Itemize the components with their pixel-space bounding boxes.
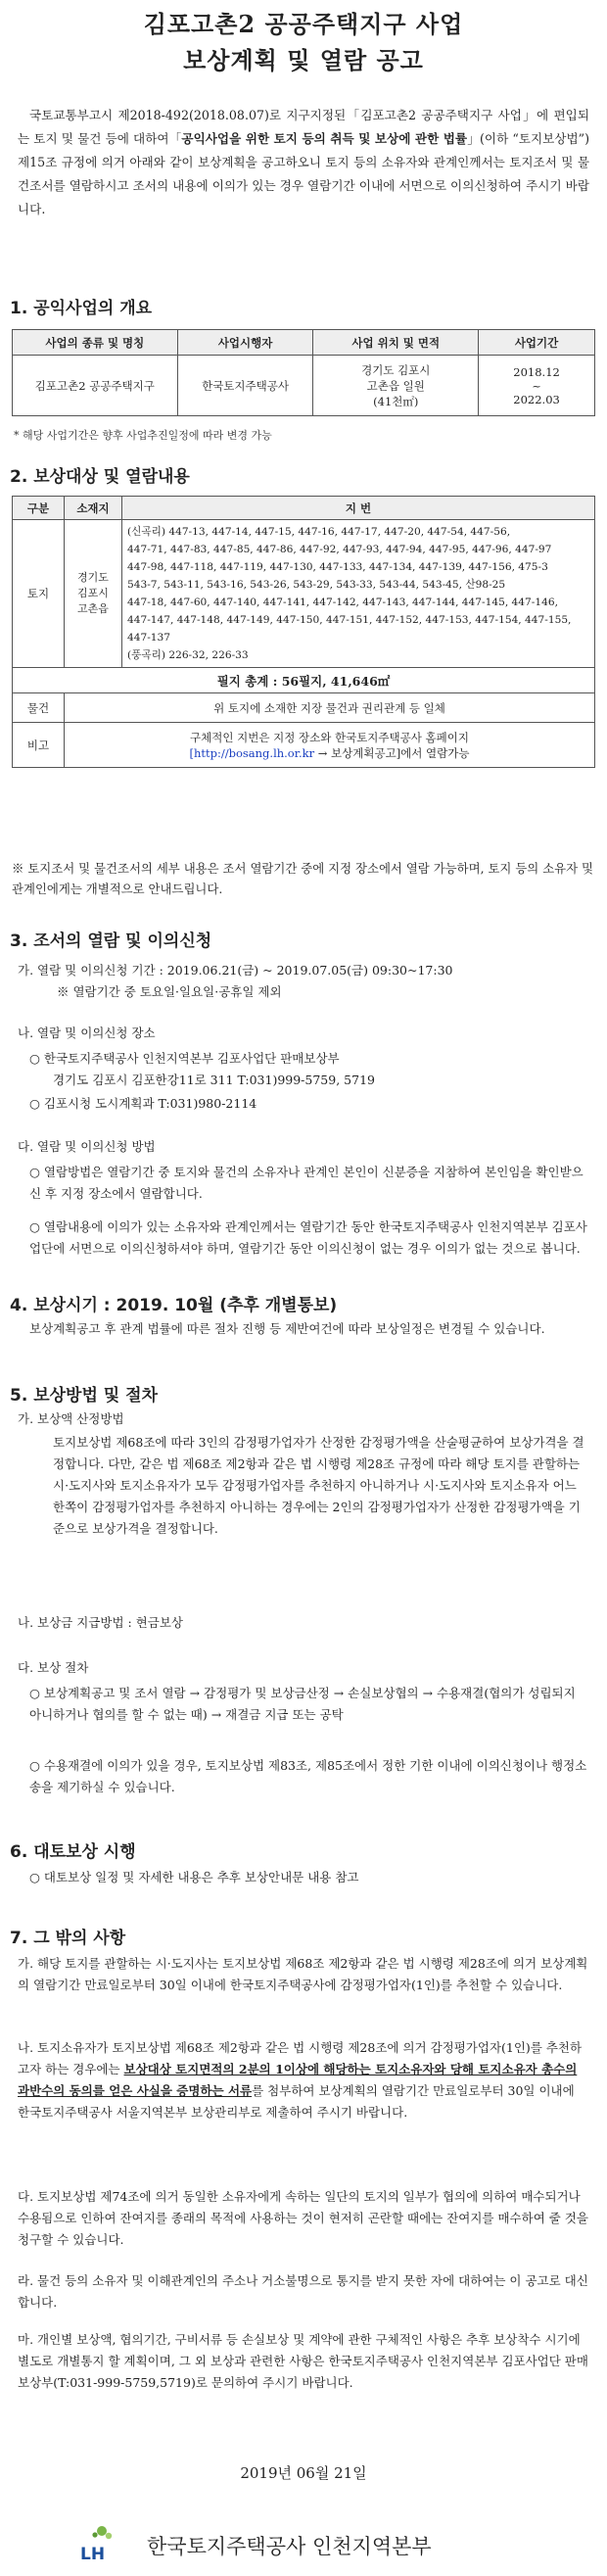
lot-line: (풍곡리) 226-32, 226-33 [127, 649, 249, 661]
s7-a: 가. 해당 토지를 관할하는 시·도지사는 토지보상법 제68조 제2항과 같은 법 시행령 제28조에 의거 보상계획의 열람기간 만료일로부터 30일 이내에 한국토지주택공사에 감정평가업자(1인)를 추천할 수 있습니다. [18, 1956, 588, 1992]
kind-note: 비고 [13, 723, 65, 768]
section-3-heading: 3. 조서의 열람 및 이의신청 [10, 931, 212, 951]
notice-date: 2019년 06월 21일 [240, 2464, 367, 2482]
intro-law-name: 공익사업을 위한 토지 등의 취득 및 보상에 관한 법률 [181, 131, 468, 147]
intro-text-2: 」(이하 “토지보상법”) 제15조 규정에 의거 아래와 같이 보상계획을 공고하오니 토지 등의 소유자와 관계인께서는 토지조서 및 물건조서를 열람하시고 조서의 내용에 이의가 있는 경우 열람기간 이내에 서면으로 이의신청하여 주시기 바랍니다. [18, 131, 589, 217]
section-2-heading: 2. 보상대상 및 열람내용 [10, 467, 190, 487]
loc-line-1: 경기도 [77, 571, 109, 584]
table-footnote: ※ 토지조서 및 물건조서의 세부 내용은 조서 열람기간 중에 지정 장소에서 열람 가능하며, 토지 등의 소유자 및 관계인에게는 개별적으로 안내드립니다. [12, 861, 594, 896]
s3-period: 가. 열람 및 이의신청 기간 : 2019.06.21(금) ~ 2019.07.05(금) 09:30~17:30 [18, 963, 453, 978]
lh-logo-text: LH [80, 2545, 106, 2564]
lot-total: 필지 총계 : 56필지, 41,646㎡ [13, 668, 595, 693]
col-header-period: 사업기간 [479, 330, 595, 356]
s7-b-post: 를 첨부하여 보상계획의 열람기간 만료일로부터 30일 이내에 한국토지주택공사 서울지역본부 보상관리부로 제출하여 주시기 바랍니다. [18, 2083, 575, 2120]
lot-line: 543-7, 543-11, 543-16, 543-26, 543-29, 543-33, 543-44, 543-45, 산98-25 [127, 579, 506, 591]
s3-period-note: ※ 열람기간 중 토요일·일요일·공휴일 제외 [57, 984, 282, 999]
location-cell [65, 520, 122, 668]
note-line-1: 구체적인 지번은 지정 장소와 한국토지주택공사 홈페이지 [190, 730, 469, 744]
project-overview-table [12, 329, 595, 416]
bosang-link[interactable]: [http://bosang.lh.or.kr [189, 745, 315, 760]
s7-b [18, 2037, 589, 2123]
s3-place-heading: 나. 열람 및 이의신청 장소 [18, 1026, 156, 1040]
section-5-heading: 5. 보상방법 및 절차 [10, 1386, 158, 1406]
note-line-2-rest: → 보상계획공고]에서 열람가능 [314, 745, 470, 760]
s5-c-2: ○ 수용재결에 이의가 있을 경우, 토지보상법 제83조, 제85조에서 정한 기한 이내에 이의신청이나 행정소송을 제기하실 수 있습니다. [29, 1758, 587, 1794]
s5-a-text: 토지보상법 제68조에 따라 3인의 감정평가업자가 산정한 감정평가액을 산술평균하여 보상가격을 결정합니다. 다만, 같은 법 제68조 제2항과 같은 법 시행령 제28조 규정에 따라 해당 토지를 관할하는 시·도지사와 토지소유자가 모두 감정평가업자를 추천하지 아니하거나 시·도지사와 토지소유자 어느 한쪽이 감정평가업자를 추천하지 아니하는 경우에는 2인의 감정평가업자가 산정한 감정평가액을 기준으로 보상가격을 결정합니다. [53, 1435, 584, 1536]
title-line-2: 보상계획 및 열람 공고 [183, 46, 424, 75]
s5-c-1: ○ 보상계획공고 및 조서 열람 → 감정평가 및 보상금산정 → 손실보상협의 → 수용재결(협의가 성립되지 아니하거나 협의를 할 수 없는 때) → 재결금 지급 또는 공탁 [29, 1686, 576, 1722]
s5-b: 나. 보상금 지급방법 : 현금보상 [18, 1615, 183, 1630]
period-note: * 해당 사업기간은 향후 사업추진일정에 따라 변경 가능 [14, 429, 272, 442]
cell-operator: 한국토지주택공사 [177, 356, 313, 416]
kind-land: 토지 [13, 520, 65, 668]
lot-line: 447-147, 447-148, 447-149, 447-150, 447-151, 447-152, 447-153, 447-154, 447-155, [127, 614, 572, 626]
lh-logo [82, 2525, 116, 2568]
s7-b-emphasis: 보상대상 토지면적의 2분의 1이상에 해당하는 토지소유자와 당해 토지소유자 총수의 과반수의 동의를 얻은 사실을 증명하는 서류 [18, 2062, 578, 2098]
s7-b-pre: 나. 토지소유자가 토지보상법 제68조 제2항과 같은 법 시행령 제28조에 의거 감정평가업자(1인)를 추천하고자 하는 경우에는 [18, 2040, 583, 2076]
cell-location [313, 356, 479, 416]
goods-desc: 위 토지에 소재한 지장 물건과 권리관계 등 일체 [65, 693, 595, 723]
s7-c: 다. 토지보상법 제74조에 의거 동일한 소유자에게 속하는 일단의 토지의 일부가 협의에 의하여 매수되거나 수용됨으로 인하여 잔여지를 종래의 목적에 사용하는 것이 현저히 곤란할 때에는 잔여지를 매수하여 줄 것을 청구할 수 있습니다. [18, 2189, 588, 2247]
section-7-heading: 7. 그 밖의 사항 [10, 1929, 126, 1948]
lot-line: 447-98, 447-118, 447-119, 447-130, 447-133, 447-134, 447-139, 447-156, 475-3 [127, 561, 548, 573]
s4-text: 보상계획공고 후 관계 법률에 따른 절차 진행 등 제반여건에 따라 보상일정은 변경될 수 있습니다. [29, 1321, 545, 1336]
period-start: 2018.12 [513, 364, 560, 379]
s7-e: 마. 개인별 보상액, 협의기간, 구비서류 등 손실보상 및 계약에 관한 구체적인 사항은 추후 보상착수 시기에 별도로 개별통지 할 계획이며, 그 외 보상과 관련한 사항은 한국토지주택공사 인천지역본부 김포사업단 판매보상부(T:031-999-5759,5719)로 문의하여 주시기 바랍니다. [18, 2332, 588, 2390]
period-sep: ~ [532, 378, 541, 393]
page-title [0, 6, 607, 78]
period-end: 2022.03 [513, 392, 560, 406]
col-header-kind: 구분 [13, 497, 65, 520]
cell-project-name: 김포고촌2 공공주택지구 [13, 356, 178, 416]
compensation-target-table [12, 496, 595, 768]
col-header-loc: 소재지 [65, 497, 122, 520]
s3-place-1: ○ 한국토지주택공사 인천지역본부 김포사업단 판매보상부 [29, 1051, 340, 1066]
section-6-heading: 6. 대토보상 시행 [10, 1842, 136, 1862]
col-header-location: 사업 위치 및 면적 [313, 330, 479, 356]
note-line-2 [69, 745, 590, 761]
section-4-heading: 4. 보상시기 : 2019. 10월 (추후 개별통보) [10, 1296, 338, 1315]
s3-place-2: ○ 김포시청 도시계획과 T:031)980-2114 [29, 1096, 257, 1111]
kind-goods: 물건 [13, 693, 65, 723]
s3-method-1: ○ 열람방법은 열람기간 중 토지와 물건의 소유자나 관계인 본인이 신분증을 지참하여 본인임을 확인받으신 후 지정 장소에서 열람합니다. [29, 1165, 584, 1201]
footer-organization: 한국토지주택공사 인천지역본부 [147, 2535, 432, 2558]
lot-line: 447-18, 447-60, 447-140, 447-141, 447-142, 447-143, 447-144, 447-145, 447-146, [127, 596, 558, 608]
lot-line: 447-71, 447-83, 447-85, 447-86, 447-92, 447-93, 447-94, 447-95, 447-96, 447-97 [127, 544, 552, 555]
lot-line: (신곡리) 447-13, 447-14, 447-15, 447-16, 447-17, 447-20, 447-54, 447-56, [127, 526, 511, 538]
col-header-type: 사업의 종류 및 명칭 [13, 330, 178, 356]
s3-method-2: ○ 열람내용에 이의가 있는 소유자와 관계인께서는 열람기간 동안 한국토지주택공사 인천지역본부 김포사업단에 서면으로 이의신청하셔야 하며, 열람기간 동안 이의신청이 없는 경우 이의가 없는 것으로 봅니다. [29, 1219, 587, 1256]
s3-place-1-addr: 경기도 김포시 김포한강11로 311 T:031)999-5759, 5719 [53, 1073, 375, 1087]
loc-line-3: 고촌읍 [77, 602, 109, 615]
intro-text-1: 국토교통부고시 제2018-492(2018.08.07)로 지구지정된「김포고촌2 공공주택지구 사업」에 편입되는 토지 및 물건 등에 대하여「 [18, 108, 589, 147]
s3-method-heading: 다. 열람 및 이의신청 방법 [18, 1139, 156, 1154]
lot-list-cell [122, 520, 595, 668]
note-desc [65, 723, 595, 768]
s5-a-heading: 가. 보상액 산정방법 [18, 1411, 124, 1426]
location-line-3: (41천㎡) [373, 394, 419, 408]
loc-line-2: 김포시 [77, 587, 109, 599]
col-header-operator: 사업시행자 [177, 330, 313, 356]
location-line-2: 고촌읍 일원 [366, 378, 425, 393]
title-line-1: 김포고촌2 공공주택지구 사업 [143, 10, 464, 38]
s7-d: 라. 물건 등의 소유자 및 이해관계인의 주소나 거소불명으로 통지를 받지 못한 자에 대하여는 이 공고로 대신합니다. [18, 2273, 588, 2310]
section-1-heading: 1. 공익사업의 개요 [10, 299, 153, 318]
intro-paragraph [18, 104, 589, 221]
location-line-1: 경기도 김포시 [361, 362, 431, 377]
s5-c-heading: 다. 보상 절차 [18, 1660, 89, 1675]
col-header-lot: 지 번 [122, 497, 595, 520]
lot-line: 447-137 [127, 632, 171, 644]
s6-text: ○ 대토보상 일정 및 자세한 내용은 추후 보상안내문 내용 참고 [29, 1870, 359, 1884]
cell-period [479, 356, 595, 416]
